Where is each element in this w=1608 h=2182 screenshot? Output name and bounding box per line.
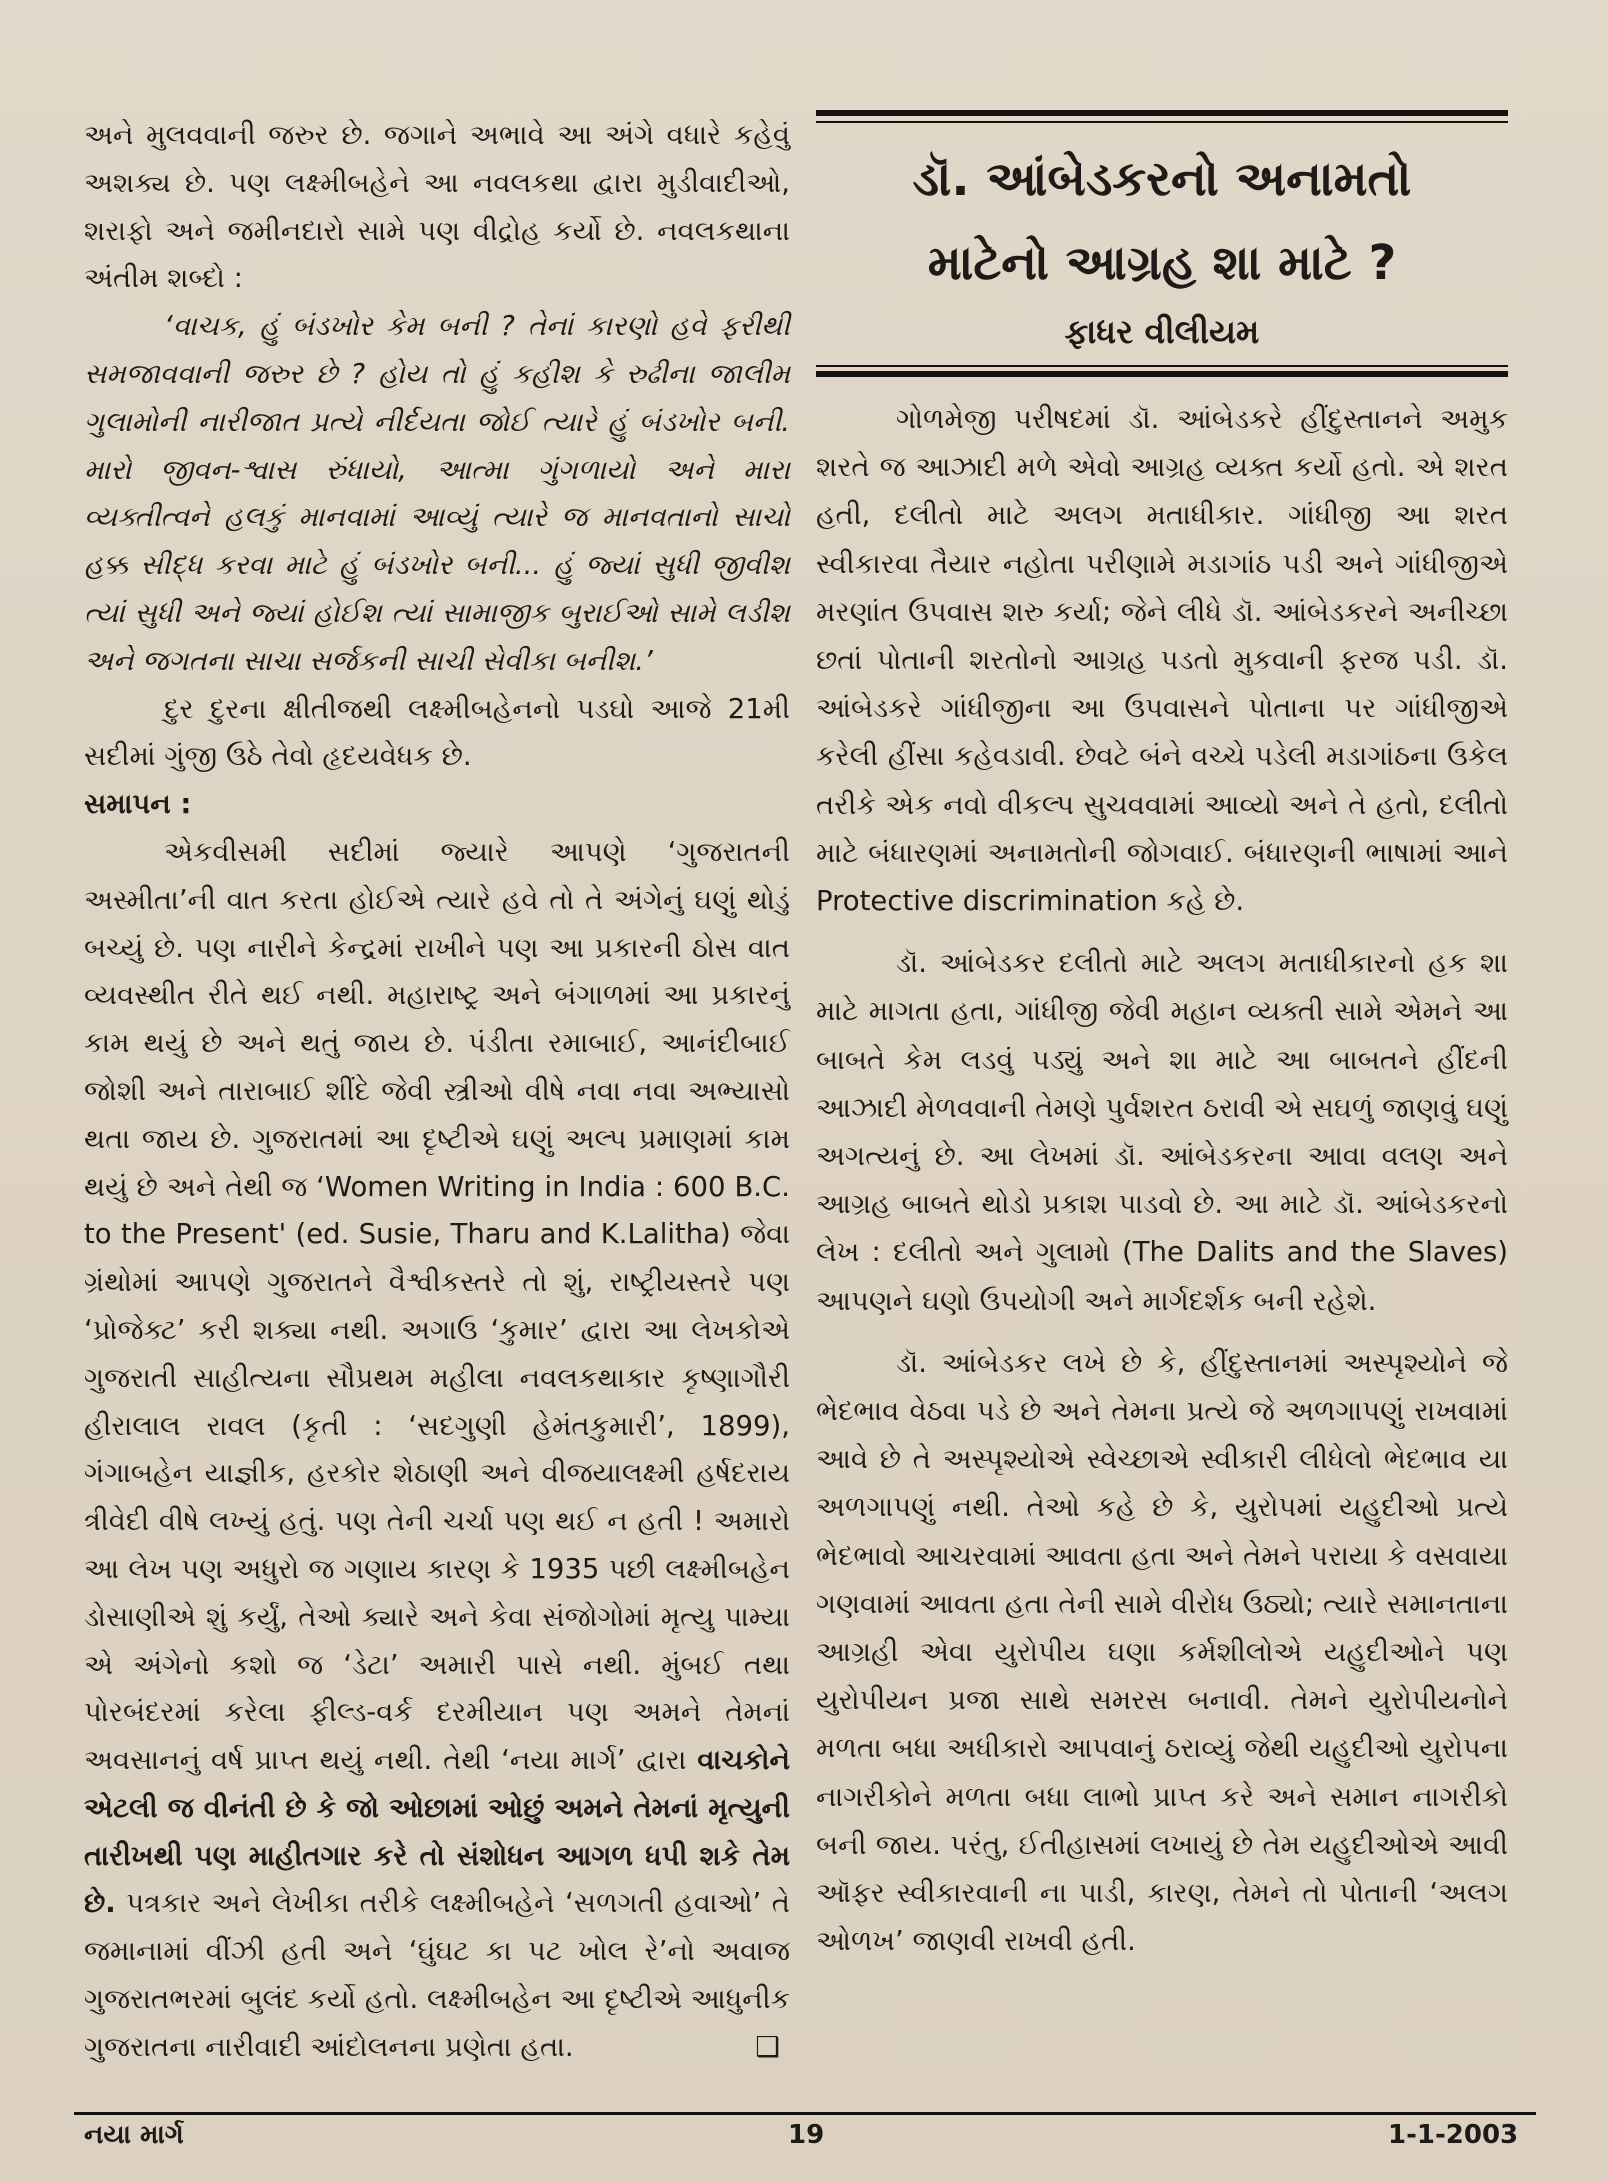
left-paragraph-3	[84, 829, 790, 2072]
title-bottom-rule	[816, 371, 1508, 377]
left-paragraph-1: અને મુલવવાની જરુર છે. જગાને અભાવે આ અંગે વધારે કહેવું અશક્ય છે. પણ લક્ષ્મીબહેને આ નવલકથા દ્વારા મુડીવાદીઓ, શરાફો અને જમીનદારો સામે પણ વીદ્રોહ કર્યો છે. નવલકથાના અંતીમ શબ્દો :	[84, 119, 790, 295]
footer-magazine-name: નયા માર્ગ	[84, 2120, 184, 2150]
end-of-article-mark: ❑	[755, 2030, 780, 2063]
title-top-rule	[816, 110, 1508, 116]
article-author: ફાધર વીલીયમ	[1064, 312, 1260, 351]
paragraph-3-bold-appeal: વાચકોને એટલી જ વીનંતી છે કે જો ઓછામાં ઓછું અમને તેમનાં મૃત્યુની તારીખથી પણ માહીતગાર કરે તો સંશોધન આગળ ધપી શકે તેમ છે.	[84, 1744, 790, 1920]
title-bottom-rule-thin	[816, 365, 1508, 367]
footer-date: 1-1-2003	[1388, 2120, 1519, 2150]
right-column	[816, 110, 1508, 1980]
left-paragraph-2: દુર દુરના ક્ષીતીજથી લક્ષ્મીબહેનનો પડઘો આજે 21મી સદીમાં ગુંજી ઉઠે તેવો હૃદયવેધક છે.	[84, 692, 790, 773]
paragraph-3-text: એકવીસમી સદીમાં જ્યારે આપણે ‘ગુજરાતની અસ્મીતા’ની વાત કરતા હોઈએ ત્યારે હવે તો તે અંગેનું ઘણું થોડું બચ્યું છે. પણ નારીને કેન્દ્રમાં રાખીને પણ આ પ્રકારની ઠોસ વાત વ્યવસ્થીત રીતે થઈ નથી. મહારાષ્ટ્ર અને બંગાળમાં આ પ્રકારનું કામ થયું છે અને થતું જાય છે. પંડીતા રમાબાઈ, આનંદીબાઈ જોશી અને તારાબાઈ શીંદે જેવી સ્ત્રીઓ વીષે નવા નવા અભ્યાસો થતા જાય છે. ગુજરાતમાં આ દૃષ્ટીએ ઘણું અલ્પ પ્રમાણમાં કામ થયું છે અને તેથી જ ‘Women Writing in India : 600 B.C. to the Present' (ed. Susie, Tharu and K.Lalitha) જેવા ગ્રંથોમાં આપણે ગુજરાતને વૈશ્વીકસ્તરે તો શું, રાષ્ટ્રીયસ્તરે પણ ‘પ્રોજેક્ટ’ કરી શક્યા નથી. અગાઉ ‘કુમાર’ દ્વારા આ લેખકોએ ગુજરાતી સાહીત્યના સૌપ્રથમ મહીલા નવલકથાકાર કૃષ્ણાગૌરી હીરાલાલ રાવલ (કૃતી : ‘સદગુણી હેમંતકુમારી’, 1899), ગંગાબહેન યાજ્ઞીક, હરકોર શેઠાણી અને વીજયાલક્ષ્મી હર્ષદરાય ત્રીવેદી વીષે લખ્યું હતું. પણ તેની ચર્ચા પણ થઈ ન હતી ! અમારો આ લેખ પણ અધુરો જ ગણાય કારણ કે 1935 પછી લક્ષ્મીબહેન ડોસાણીએ શું કર્યું, તેઓ ક્યારે અને કેવા સંજોગોમાં મૃત્યુ પામ્યા એ અંગેનો કશો જ ‘ડેટા’ અમારી પાસે નથી. મુંબઈ તથા પોરબંદરમાં કરેલા ફીલ્ડ-વર્ક દરમીયાન પણ અમને તેમનાં અવસાનનું વર્ષ પ્રાપ્ત થયું નથી. તેથી ‘નયા માર્ગ’ દ્વારા	[84, 835, 790, 1777]
article-paragraph-3: ડૉ. આંબેડકર લખે છે કે, હીંદુસ્તાનમાં અસ્પૃશ્યોને જે ભેદભાવ વેઠવા પડે છે અને તેમના પ્રત્યે જે અળગાપણું રાખવામાં આવે છે તે અસ્પૃશ્યોએ સ્વેચ્છાએ સ્વીકારી લીધેલો ભેદભાવ યા અળગાપણું નથી. તેઓ કહે છે કે, યુરોપમાં યહુદીઓ પ્રત્યે ભેદભાવો આચરવામાં આવતા હતા અને તેમને પરાયા કે વસવાયા ગણવામાં આવતા હતા તેની સામે વીરોધ ઉઠ્યો; ત્યારે સમાનતાના આગ્રહી એવા યુરોપીય ઘણા કર્મશીલોએ યહુદીઓને પણ યુરોપીયન પ્રજા સાથે સમરસ બનાવી. તેમને યુરોપીયનોને મળતા બધા અધીકારો આપવાનું ઠરાવ્યું જેથી યહુદીઓ યુરોપના નાગરીકોને મળતા બધા લાભો પ્રાપ્ત કરે અને સમાન નાગરીકો બની જાય. પરંતુ, ઈતીહાસમાં લખાયું છે તેમ યહુદીઓએ આવી ઑફર સ્વીકારવાની ના પાડી, કારણ, તેમને તો પોતાની ‘અલગ ઓળખ’ જાણવી રાખવી હતી.	[816, 1346, 1508, 1958]
article-body	[816, 395, 1508, 1966]
novel-quote: ‘વાચક, હું બંડખોર કેમ બની ? તેનાં કારણો હવે ફરીથી સમજાવવાની જરુર છે ? હોય તો હું કહીશ કે રુઢીના જાલીમ ગુલામોની નારીજાત પ્રત્યે નીર્દયતા જોઈ ત્યારે હું બંડખોર બની. મારો જીવન-શ્વાસ રુંધાયો, આત્મા ગુંગળાયો અને મારા વ્યક્તીત્વને હલકું માનવામાં આવ્યું ત્યારે જ માનવતાનો સાચો હક્ક સીદ્ધ કરવા માટે હું બંડખોર બની... હું જ્યાં સુધી જીવીશ ત્યાં સુધી અને જ્યાં હોઈશ ત્યાં સામાજીક બુરાઈઓ સામે લડીશ અને જગતના સાચા સર્જકની સાચી સેવીકા બનીશ.’	[84, 310, 790, 677]
article-paragraph-2: ડૉ. આંબેડકર દલીતો માટે અલગ મતાધીકારનો હક શા માટે માગતા હતા, ગાંધીજી જેવી મહાન વ્યક્તી સામે એમને આ બાબતે કેમ લડવું પડ્યું અને શા માટે આ બાબતને હીંદની આઝાદી મેળવવાની તેમણે પુર્વશરત ઠરાવી એ સઘળું જાણવું ઘણું અગત્યનું છે. આ લેખમાં ડૉ. આંબેડકરના આવા વલણ અને આગ્રહ બાબતે થોડો પ્રકાશ પાડવો છે. આ માટે ડૉ. આંબેડકરનો લેખ : દલીતો અને ગુલામો (The Dalits and the Slaves) આપણને ઘણો ઉપયોગી અને માર્ગદર્શક બની રહેશે.	[816, 947, 1508, 1317]
article-title	[816, 137, 1508, 305]
section-heading-conclusion: સમાપન :	[84, 788, 192, 821]
footer-page-number: 19	[788, 2120, 825, 2150]
paragraph-3-ending: પત્રકાર અને લેખીકા તરીકે લક્ષ્મીબહેને ‘સળગતી હવાઓ’ તે જમાનામાં વીંઝી હતી અને ‘ઘુંઘટ કા પટ ખોલ રે’નો અવાજ ગુજરાતભરમાં બુલંદ કર્યો હતો. લક્ષ્મીબહેન આ દૃષ્ટીએ આધુનીક ગુજરાતના નારીવાદી આંદોલનના પ્રણેતા હતા.	[84, 1887, 790, 2063]
left-column	[84, 112, 790, 2072]
article-paragraph-1: ગોળમેજી પરીષદમાં ડૉ. આંબેડકરે હીંદુસ્તાનને અમુક શરતે જ આઝાદી મળે એવો આગ્રહ વ્યક્ત કર્યો હતો. એ શરત હતી, દલીતો માટે અલગ મતાધીકાર. ગાંધીજી આ શરત સ્વીકારવા તૈયાર નહોતા પરીણામે મડાગાંઠ પડી અને ગાંધીજીએ મરણાંત ઉપવાસ શરુ કર્યા; જેને લીધે ડૉ. આંબેડકરને અનીચ્છા છતાં પોતાની શરતોનો આગ્રહ પડતો મુકવાની ફરજ પડી. ડૉ. આંબેડકરે ગાંધીજીના આ ઉપવાસને પોતાના પર ગાંધીજીએ કરેલી હીંસા કહેવડાવી. છેવટે બંને વચ્ચે પડેલી મડાગાંઠના ઉકેલ તરીકે એક નવો વીકલ્પ સુચવવામાં આવ્યો અને તે હતો, દલીતો માટે બંધારણમાં અનામતોની જોગવાઈ. બંધારણની ભાષામાં આને Protective discrimination કહે છે.	[816, 403, 1508, 918]
article-title-line-2: માટેનો આગ્રહ શા માટે ?	[927, 235, 1397, 291]
article-title-line-1: ડૉ. આંબેડકરનો અનામતો	[912, 151, 1412, 207]
title-top-rule-thin	[816, 121, 1508, 123]
footer-rule	[74, 2112, 1536, 2115]
